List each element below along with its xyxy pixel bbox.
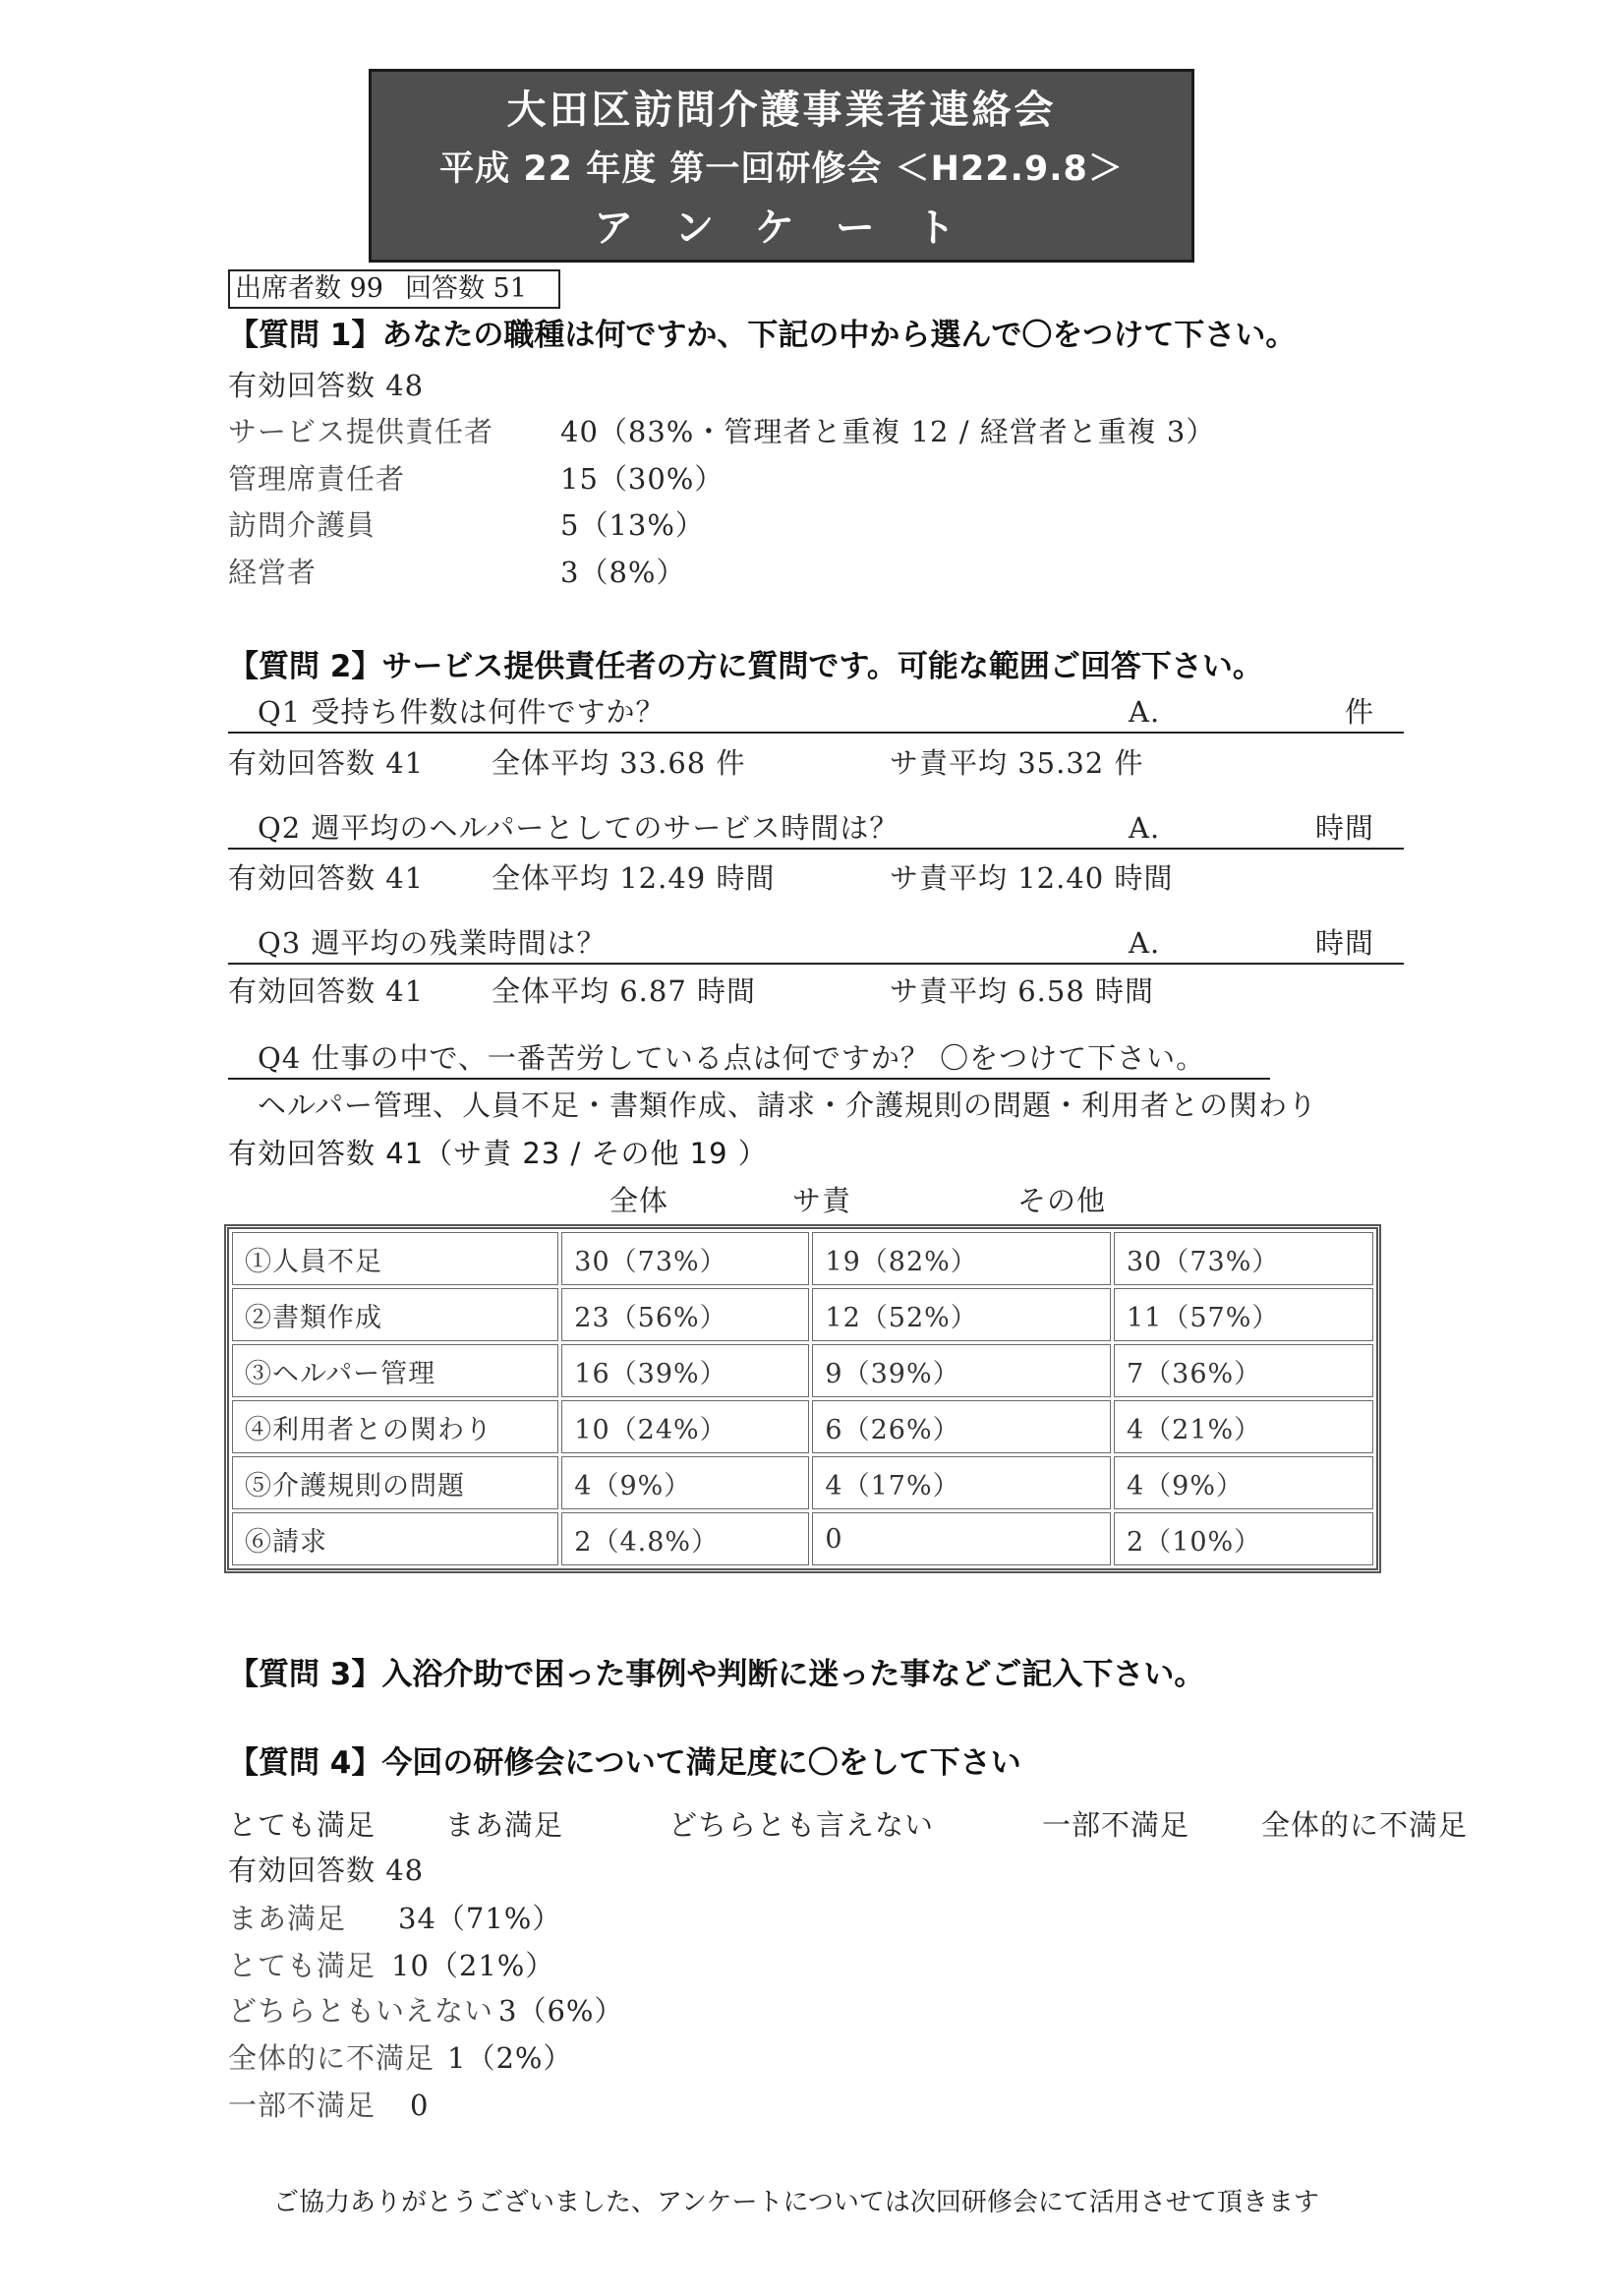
closing-note: ご協力ありがとうございました、アンケートについては次回研修会にて活用させて頂きます	[273, 2188, 1319, 2217]
answer-unit: 時間	[1314, 811, 1374, 845]
q1-item-label: 経営者	[228, 556, 318, 589]
satisfaction-option: どちらとも言えない	[668, 1808, 935, 1842]
hardship-question-row	[228, 1038, 1270, 1080]
question-1-heading: 【質問 1】あなたの職種は何ですか、下記の中から選んで〇をつけて下さい。	[228, 318, 1297, 353]
subquestion-stats	[228, 745, 1309, 781]
overall-average: 全体平均 33.68 件	[492, 746, 746, 780]
subquestion-row	[228, 808, 1404, 850]
q1-item-value: 3（8%）	[560, 556, 686, 589]
valid-count: 有効回答数 41	[228, 974, 425, 1008]
subquestion-row	[228, 692, 1404, 734]
table-cell-item: ⑥請求	[232, 1512, 558, 1565]
question-3-heading: 【質問 3】入浴介助で困った事例や判断に迷った事などご記入下さい。	[228, 1657, 1205, 1692]
table-cell-service-provider: 19（82%）	[812, 1232, 1111, 1285]
responses-count: 回答数 51	[404, 273, 527, 304]
question-4-heading: 【質問 4】今回の研修会について満足度に〇をして下さい	[228, 1745, 1021, 1781]
result-value: 0	[410, 2089, 430, 2122]
result-value: 3（6%）	[498, 1994, 624, 2028]
satisfaction-option: とても満足	[228, 1808, 377, 1842]
table-cell-service-provider: 0	[812, 1512, 1111, 1565]
q4-valid-count: 有効回答数 48	[228, 1854, 425, 1887]
survey-label: ア ン ケ ー ト	[594, 206, 969, 252]
table-cell-all: 16（39%）	[561, 1344, 809, 1397]
table-row	[232, 1232, 1373, 1285]
attendees-count: 出席者数 99	[235, 273, 383, 304]
valid-count: 有効回答数 41	[228, 746, 425, 780]
table-cell-item: ⑤介護規則の問題	[232, 1456, 558, 1509]
hardship-summary: 有効回答数 41（サ責 23 / その他 19 ）	[228, 1137, 768, 1170]
table-cell-all: 4（9%）	[561, 1456, 809, 1509]
table-row	[232, 1456, 1373, 1509]
hardship-table	[224, 1224, 1381, 1573]
attendance-box	[228, 269, 560, 309]
valid-count: 有効回答数 41	[228, 861, 425, 895]
q1-item-value: 40（83%・管理者と重複 12 / 経営者と重複 3）	[560, 415, 1216, 448]
answer-prefix: A.	[1129, 695, 1161, 729]
overall-average: 全体平均 12.49 時間	[492, 861, 776, 895]
hardship-options: ヘルパー管理、人員不足・書類作成、請求・介護規則の問題・利用者との関わり	[258, 1089, 1317, 1122]
result-label: 一部不満足	[228, 2089, 377, 2122]
answer-prefix: A.	[1129, 926, 1161, 960]
subquestion-text: Q1 受持ち件数は何件ですか？	[258, 695, 666, 729]
table-cell-item: ③ヘルパー管理	[232, 1344, 558, 1397]
table-cell-all: 10（24%）	[561, 1400, 809, 1453]
table-cell-service-provider: 4（17%）	[812, 1456, 1111, 1509]
subquestion-text: Q3 週平均の残業時間は？	[258, 926, 607, 960]
satisfaction-option: 全体的に不満足	[1261, 1808, 1469, 1842]
q1-item-value: 5（13%）	[560, 508, 705, 542]
subquestion-stats	[228, 860, 1309, 896]
table-cell-other: 30（73%）	[1114, 1232, 1373, 1285]
table-cell-all: 30（73%）	[561, 1232, 809, 1285]
service-provider-average: サ責平均 35.32 件	[890, 746, 1144, 780]
column-header-all: 全体	[609, 1184, 669, 1217]
subquestion-row	[228, 923, 1404, 965]
result-value: 10（21%）	[391, 1949, 555, 1982]
question-2-heading: 【質問 2】サービス提供責任者の方に質問です。可能な範囲ご回答下さい。	[228, 649, 1263, 684]
satisfaction-option: 一部不満足	[1042, 1808, 1190, 1842]
table-row	[232, 1400, 1373, 1453]
table-row	[232, 1344, 1373, 1397]
organization-title: 大田区訪問介護事業者連絡会	[506, 87, 1057, 133]
q1-valid-count: 有効回答数 48	[228, 369, 425, 402]
answer-prefix: A.	[1129, 811, 1161, 845]
subquestion-stats	[228, 973, 1309, 1009]
subquestion-text: Q2 週平均のヘルパーとしてのサービス時間は？	[258, 811, 899, 845]
title-box	[369, 69, 1194, 263]
satisfaction-option: まあ満足	[445, 1808, 564, 1842]
table-cell-all: 2（4.8%）	[561, 1512, 809, 1565]
q1-item-value: 15（30%）	[560, 462, 725, 496]
answer-unit: 時間	[1314, 926, 1374, 960]
q1-item-label: サービス提供責任者	[228, 415, 494, 448]
q1-item-label: 管理席責任者	[228, 462, 406, 496]
result-label: まあ満足	[228, 1902, 347, 1935]
table-cell-other: 2（10%）	[1114, 1512, 1373, 1565]
column-header-service-provider: サ責	[792, 1184, 852, 1217]
table-cell-item: ④利用者との関わり	[232, 1400, 558, 1453]
session-subtitle: 平成 22 年度 第一回研修会 ＜H22.9.8＞	[439, 148, 1124, 189]
table-cell-other: 11（57%）	[1114, 1288, 1373, 1341]
table-cell-item: ②書類作成	[232, 1288, 558, 1341]
column-header-other: その他	[1017, 1184, 1107, 1217]
result-label: どちらともいえない	[228, 1994, 494, 2028]
table-cell-item: ①人員不足	[232, 1232, 558, 1285]
q1-item-label: 訪問介護員	[228, 508, 377, 542]
table-row	[232, 1512, 1373, 1565]
table-cell-service-provider: 12（52%）	[812, 1288, 1111, 1341]
overall-average: 全体平均 6.87 時間	[492, 974, 757, 1008]
result-value: 1（2%）	[447, 2041, 573, 2075]
service-provider-average: サ責平均 6.58 時間	[890, 974, 1155, 1008]
result-value: 34（71%）	[398, 1902, 562, 1935]
table-cell-other: 7（36%）	[1114, 1344, 1373, 1397]
table-cell-other: 4（9%）	[1114, 1456, 1373, 1509]
table-row	[232, 1288, 1373, 1341]
table-cell-service-provider: 6（26%）	[812, 1400, 1111, 1453]
answer-unit: 件	[1344, 695, 1374, 729]
table-cell-all: 23（56%）	[561, 1288, 809, 1341]
table-cell-other: 4（21%）	[1114, 1400, 1373, 1453]
service-provider-average: サ責平均 12.40 時間	[890, 861, 1174, 895]
hardship-question: Q4 仕事の中で、一番苦労している点は何ですか？ 〇をつけて下さい。	[258, 1041, 1206, 1075]
result-label: 全体的に不満足	[228, 2041, 435, 2075]
result-label: とても満足	[228, 1949, 377, 1982]
table-cell-service-provider: 9（39%）	[812, 1344, 1111, 1397]
